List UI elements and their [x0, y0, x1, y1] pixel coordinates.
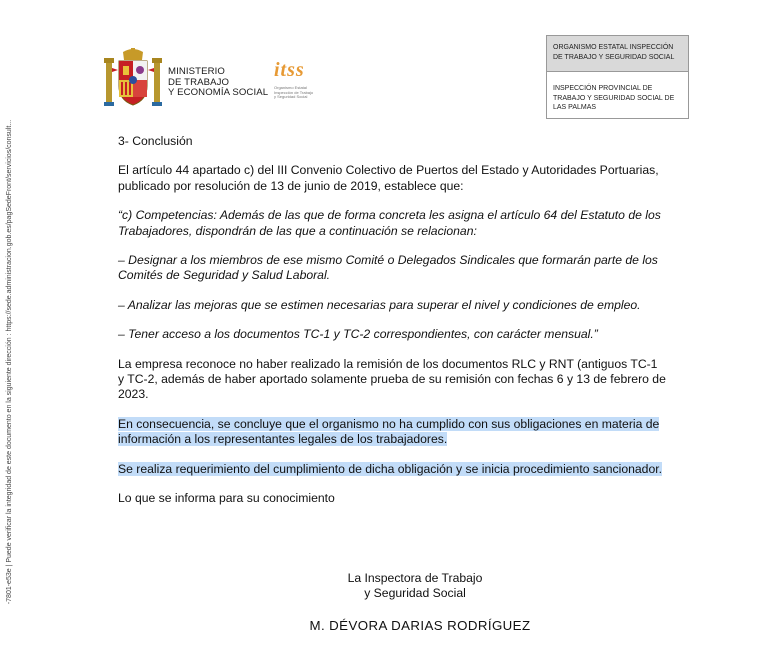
signature-title-line: La Inspectora de Trabajo: [347, 571, 483, 585]
highlighted-requirement: Se realiza requerimiento del cumplimiento de dicha obligación y se inicia procedimiento sancionador.: [118, 461, 663, 476]
verification-side-note: -7801-e53e | Puede verificar la integridad de este documento en la siguiente dirección : https://sede.administracion.gob.es/pagSedeFront/servicios/consult...: [6, 119, 13, 605]
coat-of-arms-logo: [104, 48, 162, 108]
ministry-name: [168, 67, 268, 99]
itss-logo: itss: [274, 59, 305, 81]
ministry-line: DE TRABAJO: [168, 76, 230, 88]
quote-paragraph: – Designar a los miembros de ese mismo Comité o Delegados Sindicales que formarán parte de los Comités de Seguridad y Salud Laboral.: [118, 253, 658, 283]
signature-block: [300, 571, 530, 602]
closing-paragraph: Lo que se informa para su conocimiento: [118, 491, 335, 506]
quote-paragraph: – Tener acceso a los documentos TC-1 y TC-2 correspondientes, con carácter mensual.”: [118, 327, 598, 342]
signature-name: M. DÉVORA DARIAS RODRÍGUEZ: [309, 618, 531, 633]
quote-paragraph: “c) Competencias: Además de las que de forma concreta les asigna el artículo 64 del Estatuto de los Trabajadores, dispondrán de las que a continuación se relacionan:: [118, 208, 661, 238]
org-box-top: ORGANISMO ESTATAL INSPECCIÓN DE TRABAJO Y SEGURIDAD SOCIAL: [547, 36, 688, 72]
quote-paragraph: – Analizar las mejoras que se estimen necesarias para superar el nivel y condiciones de empleo.: [118, 297, 641, 312]
intro-paragraph: El artículo 44 apartado c) del III Convenio Colectivo de Puertos del Estado y Autoridades Portuarias, publicado por resolución de 13 de junio de 2019, establece que:: [118, 163, 659, 193]
itss-caption-line: Inspección de Trabajo: [274, 89, 314, 95]
org-box-bottom: INSPECCIÓN PROVINCIAL DE TRABAJO Y SEGURIDAD SOCIAL DE LAS PALMAS: [553, 85, 675, 111]
signature-title-line: y Seguridad Social: [364, 586, 466, 601]
ministry-line: MINISTERIO: [168, 66, 225, 77]
section-heading: 3- Conclusión: [118, 134, 193, 148]
ministry-line: Y ECONOMÍA SOCIAL: [168, 87, 269, 99]
document-body: [118, 134, 666, 507]
itss-caption: [274, 86, 320, 100]
itss-caption-line: Organismo Estatal: [274, 85, 307, 90]
itss-caption-line: y Seguridad Social: [274, 94, 308, 100]
highlighted-conclusion: En consecuencia, se concluye que el organismo no ha cumplido con sus obligaciones en materia de información a los representantes legales de los trabajadores.: [118, 416, 660, 447]
organization-box: [546, 35, 689, 119]
company-statement-paragraph: La empresa reconoce no haber realizado la remisión de los documentos RLC y RNT (antiguos TC-1 y TC-2, además de haber aportado solamente prueba de su remisión con fechas 6 y 13 de febrero de 2023.: [118, 356, 666, 402]
